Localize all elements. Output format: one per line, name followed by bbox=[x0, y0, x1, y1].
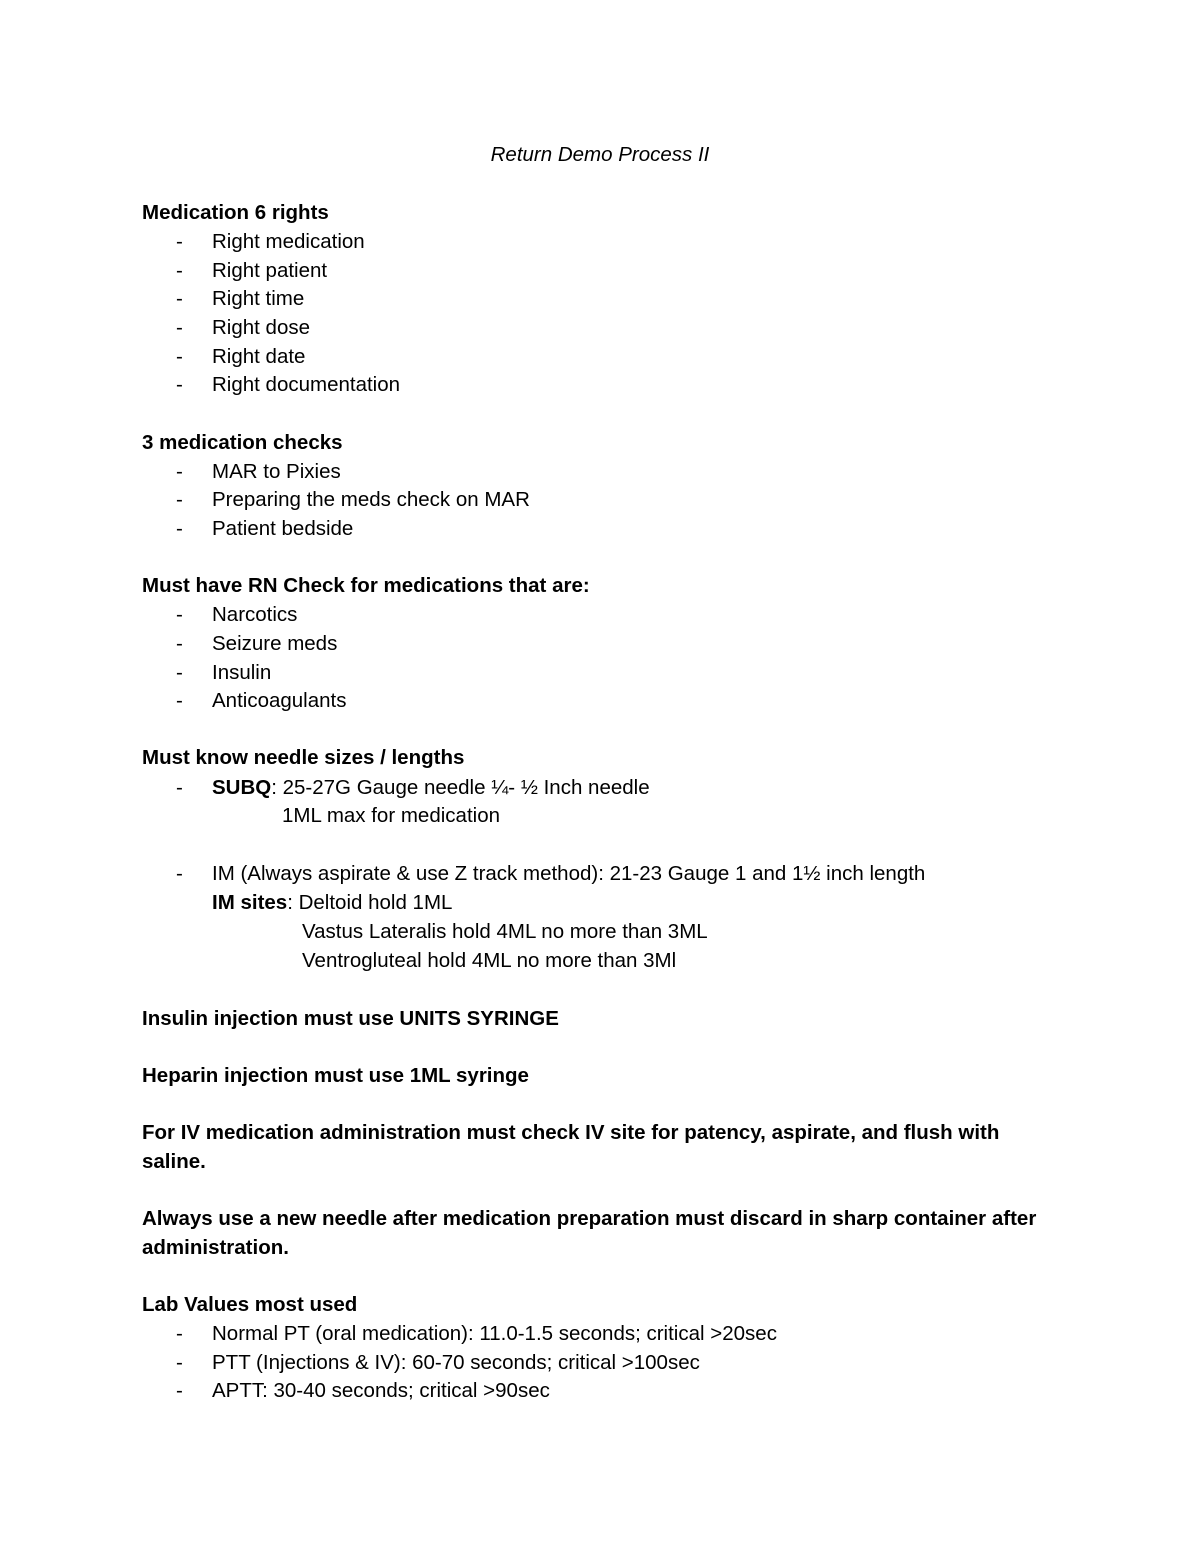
iv-note-line-2: saline. bbox=[142, 1150, 206, 1173]
needle-note-line-1: Always use a new needle after medication preparation must discard in sharp container after bbox=[142, 1207, 1037, 1230]
insulin-note: Insulin injection must use UNITS SYRINGE bbox=[142, 1007, 559, 1030]
labs-heading: Lab Values most used bbox=[142, 1293, 358, 1316]
im-sites-line bbox=[212, 890, 452, 916]
rn-check-heading: Must have RN Check for medications that are: bbox=[142, 574, 590, 597]
heparin-note: Heparin injection must use 1ML syringe bbox=[142, 1064, 529, 1087]
needles-heading: Must know needle sizes / lengths bbox=[142, 746, 465, 769]
vastus-line: Vastus Lateralis hold 4ML no more than 3ML bbox=[302, 920, 708, 943]
im-sites-label: IM sites bbox=[212, 891, 288, 914]
page-title: Return Demo Process II bbox=[490, 143, 710, 166]
im-sites-text: : Deltoid hold 1ML bbox=[287, 891, 453, 914]
subq-max: 1ML max for medication bbox=[282, 804, 500, 827]
rights-heading: Medication 6 rights bbox=[142, 201, 329, 224]
ventro-line: Ventrogluteal hold 4ML no more than 3Ml bbox=[302, 949, 677, 972]
iv-note-line-1: For IV medication administration must check IV site for patency, aspirate, and flush with bbox=[142, 1121, 1000, 1144]
checks-heading: 3 medication checks bbox=[142, 431, 343, 454]
subq-label: SUBQ bbox=[212, 776, 272, 799]
document-page: Return Demo Process II Medication 6 rights - Right medication - Right patient - Right time - Right dose - Right date - Right documentation 3 medication checks - MAR to Pixies - Preparing the meds check on MAR - Patient bedside Must have RN Check for medications that are: - Narcotics - Seizure meds - Insulin - Anticoagulants Must know needle sizes / lengths - SUBQ: 25-27G Gauge needle ¼- ½ Inch needle 1ML max for medication - IM (Always aspirate & use Z track method): 21-23 Gauge 1 and 1½ inch length IM sites: Deltoid hold 1ML Vastus Lateralis hold 4ML no more than 3ML Ventrogluteal hold 4ML no more than 3Ml Insulin injection must use UNITS SYRINGE Heparin injection must use 1ML syringe For IV medication administration must check IV site for patency, aspirate, and flush with saline. Always use a new needle after medication preparation must discard in sharp container after administration. Lab Values most used - Normal PT (oral medication): 11.0-1.5 seconds; critical >20sec - PTT (Injections & IV): 60-70 seconds; critical >100sec - APTT: 30-40 seconds; critical >90sec bbox=[0, 0, 1200, 1553]
subq-text: : 25-27G Gauge needle ¼- ½ Inch needle bbox=[271, 776, 650, 799]
needle-note-line-2: administration. bbox=[142, 1236, 289, 1259]
